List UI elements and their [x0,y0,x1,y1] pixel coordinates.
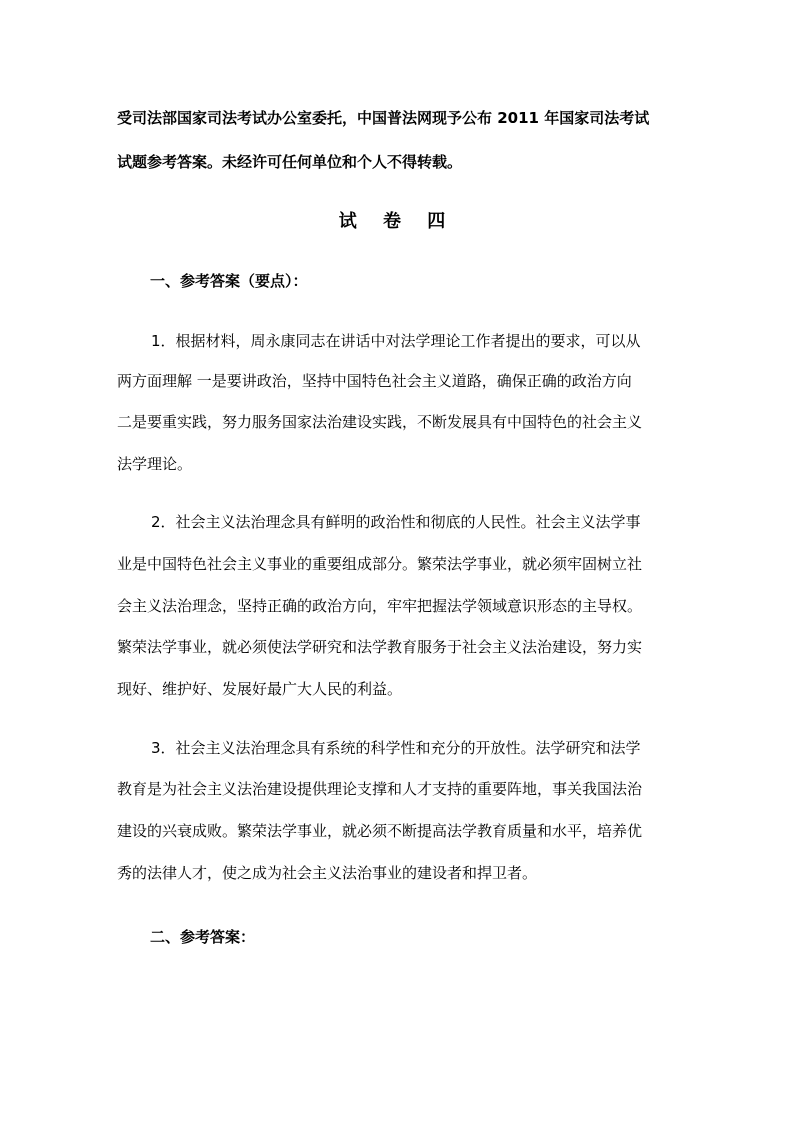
section-1-heading: 一、参考答案（要点）： [150,272,308,290]
para-2-line-5: 现好、维护好、发展好最广大人民的利益。 [117,680,403,698]
para-1-line-1: 1．根据材料，周永康同志在讲话中对法学理论工作者提出的要求，可以从 [151,332,641,350]
para-1-line-3: 二是要重实践，努力服务国家法治建设实践，不断发展具有中国特色的社会主义 [117,413,643,431]
para-2-line-3: 会主义法治理念，坚持正确的政治方向，牢牢把握法学领域意识形态的主导权。 [117,597,643,615]
para-1-line-2: 两方面理解 一是要讲政治，坚持中国特色社会主义道路，确保正确的政治方向 [117,372,632,390]
para-3-line-3: 建设的兴衰成败。繁荣法学事业，就必须不断提高法学教育质量和水平，培养优 [117,822,643,840]
page-title: 试 卷 四 [338,211,456,232]
para-2-line-2: 业是中国特色社会主义事业的重要组成部分。繁荣法学事业，就必须牢固树立社 [117,555,643,573]
intro-line-1: 受司法部国家司法考试办公室委托，中国普法网现予公布 2011 年国家司法考试 [117,109,650,127]
para-1-line-4: 法学理论。 [117,455,193,473]
section-2-heading: 二、参考答案： [150,928,256,946]
para-2-line-1: 2．社会主义法治理念具有鲜明的政治性和彻底的人民性。社会主义法学事 [151,513,641,531]
para-3-line-1: 3．社会主义法治理念具有系统的科学性和充分的开放性。法学研究和法学 [151,739,641,757]
intro-line-2: 试题参考答案。未经许可任何单位和个人不得转载。 [117,153,463,171]
para-3-line-2: 教育是为社会主义法治建设提供理论支撑和人才支持的重要阵地，事关我国法治 [117,780,643,798]
para-2-line-4: 繁荣法学事业，就必须使法学研究和法学教育服务于社会主义法治建设，努力实 [117,638,643,656]
para-3-line-4: 秀的法律人才，使之成为社会主义法治事业的建设者和捍卫者。 [117,864,538,882]
